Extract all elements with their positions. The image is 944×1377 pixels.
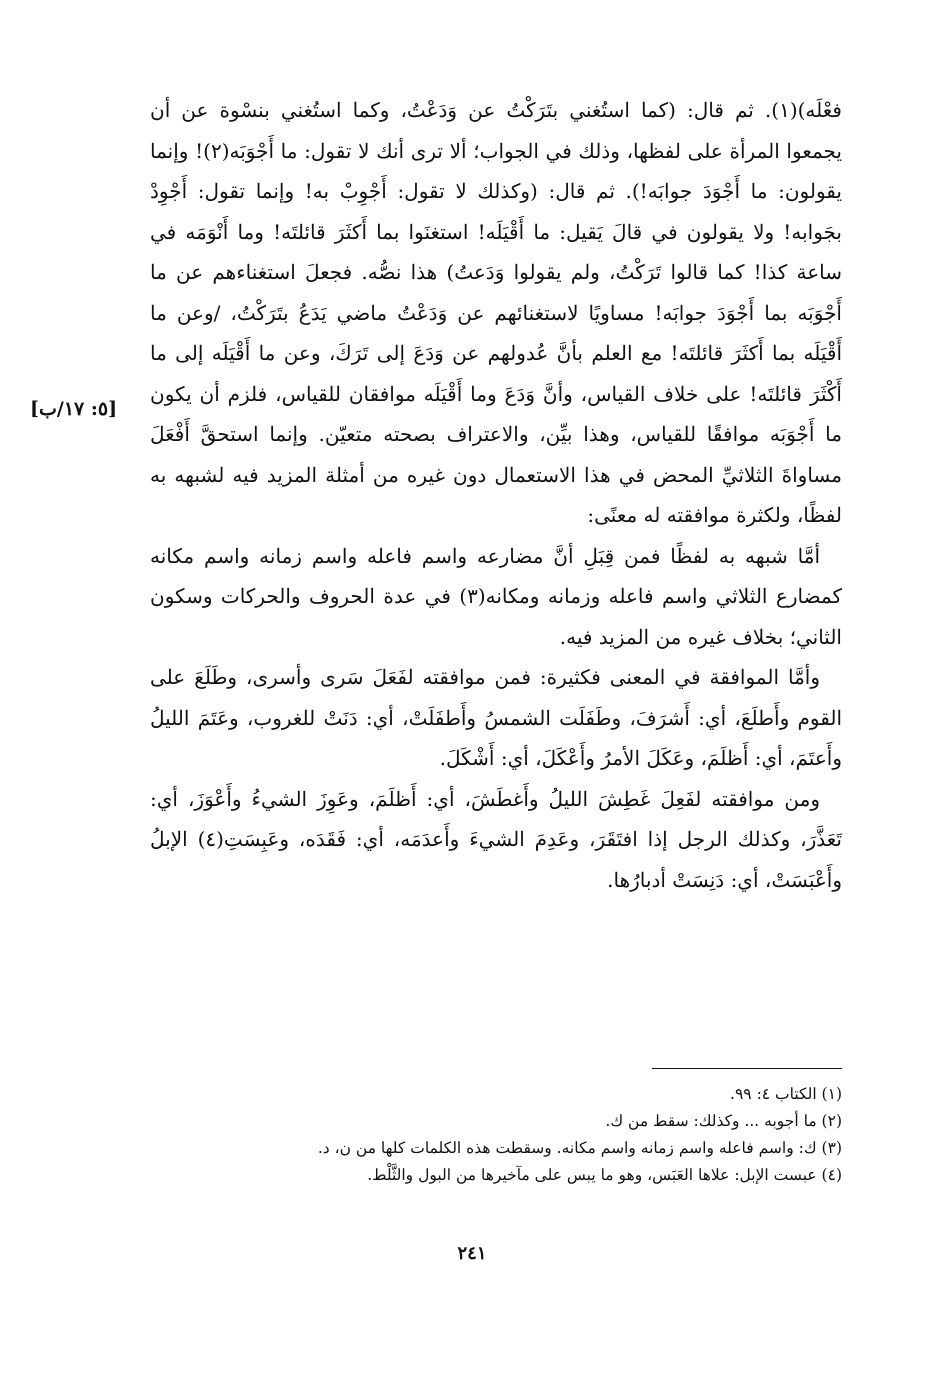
paragraph-2: أمَّا شبهه به لفظًا فمن قِبَلِ أنَّ مضارعه واسم فاعله واسم زمانه واسم مكانه كمضارع الثلاثي واسم فاعله وزمانه ومكانه(٣) في عدة الحروف والحركات وسكون الثاني؛ بخلاف غيره من المزيد فيه.: [150, 543, 842, 649]
paragraph-1: فعْلَه)(١). ثم قال: (كما استُغني بتَرَكْتُ عن وَدَعْتُ، وكما استُغني بنسْوة عن أن يجمعوا المرأة على لفظها، وذلك في الجواب؛ ألا ترى أنك لا تقول: ما أَجْوَبَه(٢)! وإنما يقولون: ما أَجْوَدَ جوابَه!). ثم قال: (وكذلك لا تقول: أَجْوِبْ به! وإنما تقول: أَجْوِدْ بجَوابه! ولا يقولون في قالَ يَقيل: ما أَقْيَلَه! استغنَوا بما أَكثَرَ قائلتَه! وما أَنْوَمَه في ساعة كذا! كما قالوا تَرَكْتُ، ولم يقولوا وَدَعتُ) هذا نصُّه. فجعلَ استغناءهم عن ما أَجْوَبَه بما أَجْوَدَ جوابَه! مساويًا لاستغنائهم عن وَدَعْتُ ماضي يَدَعُ بتَرَكْتُ، /وعن ما أَقْيَلَه بما أَكثَرَ قائلتَه! مع العلم بأنَّ عُدولهم عن وَدَعَ إلى تَرَكَ، وعن ما أَقْيَلَه إلى ما أَكْثَرَ قائلتَه! على خلاف القياس، وأنَّ وَدَعَ وما أَقْيَلَه موافقان للقياس، فلزم أن يكون ما أَجْوَبَه موافقًا للقياس، وهذا بيِّن، والاعتراف بصحته متعيّن. وإنما استحقَّ أَفْعَلَ مساواةَ الثلاثيِّ المحض في هذا الاستعمال دون غيره من أمثلة المزيد فيه لشبهه به لفظًا، ولكثرة موافقته له معنًى:: [150, 98, 842, 527]
manuscript-folio-reference: [٥: ١٧/ب]: [30, 398, 118, 420]
footnote-separator: [652, 1068, 842, 1069]
page-number: ٢٤١: [457, 1243, 487, 1264]
footnote-2: (٢) ما أجوبه ... وكذلك: سقط من ك.: [605, 1112, 842, 1130]
footnote-4: (٤) عبست الإبل: علاها العَبَس، وهو ما يبس على مآخيرها من البول والثَّلْط.: [367, 1166, 842, 1184]
footnote-1: (١) الكتاب ٤: ٩٩.: [730, 1085, 842, 1103]
main-text: [150, 90, 842, 900]
paragraph-4: ومن موافقته لفَعِلَ غَطِشَ الليلُ وأَغطَشَ، أي: أَظلَمَ، وعَوِزَ الشيءُ وأَعْوَزَ، أي: تَعَذَّرَ، وكذلك الرجل إذا افتَقَرَ، وعَدِمَ الشيءَ وأَعدَمَه، أي: فَقَدَه، وعَبِسَتِ(٤) الإبلُ وأَعْبَسَتْ، أي: دَنِسَتْ أدبارُها.: [150, 786, 842, 892]
footnotes: [142, 1081, 842, 1189]
page-body: [150, 90, 842, 900]
footnote-3: (٣) ك: واسم فاعله واسم زمانه واسم مكانه. وسقطت هذه الكلمات كلها من ن، د.: [317, 1139, 842, 1157]
paragraph-3: وأمَّا الموافقة في المعنى فكثيرة: فمن موافقته لفَعَلَ سَرى وأسرى، وطَلَعَ على القوم وأَطلَعَ، أي: أَشرَفَ، وطَفَلَت الشمسُ وأَطفَلَتْ، أي: دَنَتْ للغروب، وعَتَمَ الليلُ وأَعتَمَ، أي: أَظلَمَ، وعَكَلَ الأمرُ وأَعْكَلَ، أي: أَشْكَلَ.: [150, 665, 842, 770]
